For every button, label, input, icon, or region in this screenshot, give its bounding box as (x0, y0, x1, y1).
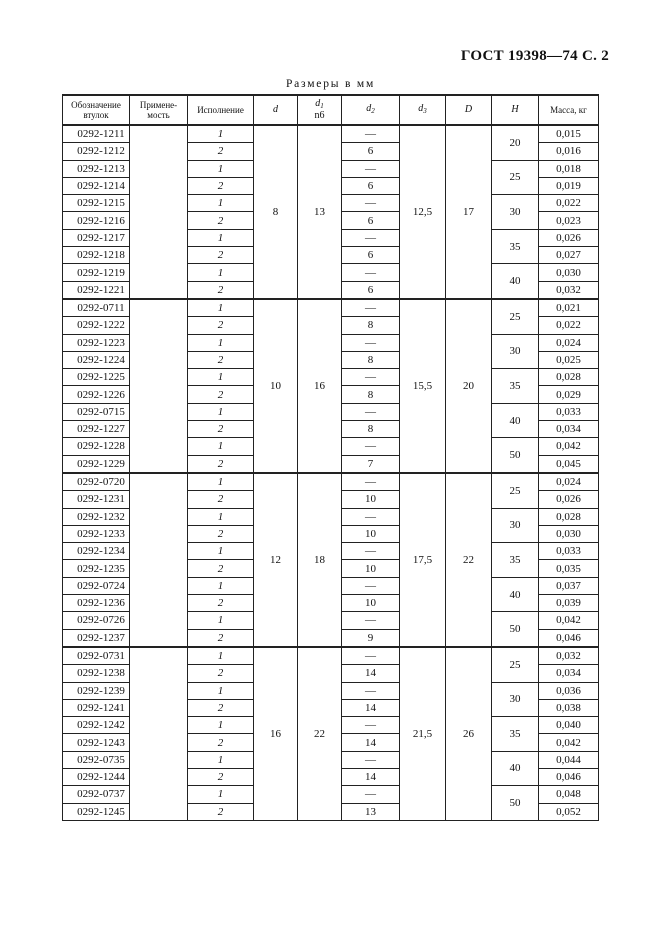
applicability-cell (130, 299, 188, 473)
mass-cell: 0,042 (539, 438, 599, 455)
table-row (63, 125, 599, 143)
page-header: ГОСТ 19398—74 С. 2 (460, 48, 609, 64)
H-cell: 30 (492, 682, 539, 717)
d2-cell: 10 (342, 560, 400, 577)
d-cell: 16 (254, 647, 298, 820)
d2-cell: 10 (342, 491, 400, 508)
designation-cell: 0292-1214 (63, 177, 130, 194)
mass-cell: 0,033 (539, 403, 599, 420)
version-cell: 2 (188, 455, 254, 473)
d2-cell: — (342, 195, 400, 212)
d2-cell: 8 (342, 421, 400, 438)
mass-cell: 0,025 (539, 351, 599, 368)
mass-cell: 0,023 (539, 212, 599, 229)
mass-cell: 0,026 (539, 229, 599, 246)
version-cell: 1 (188, 508, 254, 525)
mass-cell: 0,030 (539, 264, 599, 281)
mass-cell: 0,027 (539, 247, 599, 264)
designation-cell: 0292-1217 (63, 229, 130, 246)
H-cell: 50 (492, 612, 539, 647)
H-cell: 30 (492, 195, 539, 230)
version-cell: 1 (188, 438, 254, 455)
applicability-cell (130, 125, 188, 299)
header-d1-tolerance: n6 (314, 110, 325, 121)
version-cell: 2 (188, 421, 254, 438)
designation-cell: 0292-1229 (63, 455, 130, 473)
H-cell: 25 (492, 299, 539, 334)
version-cell: 2 (188, 525, 254, 542)
d2-cell: — (342, 438, 400, 455)
version-cell: 2 (188, 212, 254, 229)
mass-cell: 0,018 (539, 160, 599, 177)
applicability-cell (130, 647, 188, 820)
header-H: H (492, 95, 539, 125)
version-cell: 1 (188, 299, 254, 317)
designation-cell: 0292-0726 (63, 612, 130, 629)
d2-cell: 6 (342, 281, 400, 299)
designation-cell: 0292-1235 (63, 560, 130, 577)
header-d2-label: d (366, 103, 372, 114)
mass-cell: 0,046 (539, 629, 599, 647)
table-row (63, 647, 599, 665)
mass-cell: 0,044 (539, 751, 599, 768)
header-D: D (446, 95, 492, 125)
mass-cell: 0,033 (539, 543, 599, 560)
version-cell: 2 (188, 803, 254, 820)
d-cell: 10 (254, 299, 298, 473)
mass-cell: 0,042 (539, 734, 599, 751)
designation-cell: 0292-0720 (63, 473, 130, 491)
version-cell: 1 (188, 543, 254, 560)
d2-cell: — (342, 334, 400, 351)
D-cell: 20 (446, 299, 492, 473)
H-cell: 40 (492, 264, 539, 299)
applicability-cell (130, 473, 188, 647)
version-cell: 2 (188, 281, 254, 299)
d1-cell: 18 (298, 473, 342, 647)
version-cell: 2 (188, 595, 254, 612)
H-cell: 40 (492, 403, 539, 438)
version-cell: 1 (188, 334, 254, 351)
version-cell: 1 (188, 682, 254, 699)
version-cell: 1 (188, 264, 254, 281)
designation-cell: 0292-0715 (63, 403, 130, 420)
d2-cell: — (342, 369, 400, 386)
header-designation: Обозначение втулок (63, 95, 130, 125)
header-d1-sub: 1 (320, 102, 324, 110)
d2-cell: 10 (342, 525, 400, 542)
d2-cell: 14 (342, 768, 400, 785)
header-d1-label: d (315, 98, 321, 109)
designation-cell: 0292-0711 (63, 299, 130, 317)
D-cell: 26 (446, 647, 492, 820)
mass-cell: 0,019 (539, 177, 599, 194)
d2-cell: 8 (342, 386, 400, 403)
mass-cell: 0,034 (539, 421, 599, 438)
designation-cell: 0292-1218 (63, 247, 130, 264)
mass-cell: 0,042 (539, 612, 599, 629)
d3-cell: 17,5 (400, 473, 446, 647)
d1-cell: 16 (298, 299, 342, 473)
designation-cell: 0292-1242 (63, 717, 130, 734)
header-d (254, 95, 298, 125)
d2-cell: 6 (342, 177, 400, 194)
header-applicability: Примене-мость (130, 95, 188, 125)
H-cell: 35 (492, 229, 539, 264)
mass-cell: 0,038 (539, 699, 599, 716)
designation-cell: 0292-1219 (63, 264, 130, 281)
header-d-label: d (273, 104, 278, 115)
designation-cell: 0292-1226 (63, 386, 130, 403)
H-cell: 50 (492, 438, 539, 473)
mass-cell: 0,048 (539, 786, 599, 803)
d2-cell: — (342, 299, 400, 317)
H-cell: 25 (492, 473, 539, 508)
version-cell: 1 (188, 647, 254, 665)
version-cell: 2 (188, 560, 254, 577)
d2-cell: 6 (342, 143, 400, 160)
d1-cell: 13 (298, 125, 342, 299)
header-mass: Масса, кг (539, 95, 599, 125)
mass-cell: 0,024 (539, 473, 599, 491)
mass-cell: 0,034 (539, 665, 599, 682)
d2-cell: — (342, 751, 400, 768)
designation-cell: 0292-1212 (63, 143, 130, 160)
d2-cell: 14 (342, 734, 400, 751)
designation-cell: 0292-1234 (63, 543, 130, 560)
d2-cell: — (342, 612, 400, 629)
d2-cell: — (342, 577, 400, 594)
designation-cell: 0292-1236 (63, 595, 130, 612)
table-caption: Размеры в мм (285, 78, 376, 90)
d2-cell: — (342, 682, 400, 699)
H-cell: 35 (492, 543, 539, 578)
d2-cell: — (342, 786, 400, 803)
version-cell: 1 (188, 195, 254, 212)
H-cell: 20 (492, 125, 539, 160)
version-cell: 2 (188, 491, 254, 508)
version-cell: 2 (188, 629, 254, 647)
version-cell: 2 (188, 247, 254, 264)
d-cell: 8 (254, 125, 298, 299)
version-cell: 2 (188, 177, 254, 194)
version-cell: 1 (188, 369, 254, 386)
d2-cell: 9 (342, 629, 400, 647)
designation-cell: 0292-0731 (63, 647, 130, 665)
d2-cell: — (342, 647, 400, 665)
version-cell: 1 (188, 403, 254, 420)
header-d3 (400, 95, 446, 125)
designation-cell: 0292-1241 (63, 699, 130, 716)
mass-cell: 0,039 (539, 595, 599, 612)
designation-cell: 0292-1231 (63, 491, 130, 508)
mass-cell: 0,028 (539, 369, 599, 386)
mass-cell: 0,021 (539, 299, 599, 317)
table-row (63, 299, 599, 317)
version-cell: 2 (188, 351, 254, 368)
version-cell: 2 (188, 734, 254, 751)
designation-cell: 0292-1221 (63, 281, 130, 299)
designation-cell: 0292-1224 (63, 351, 130, 368)
mass-cell: 0,036 (539, 682, 599, 699)
mass-cell: 0,028 (539, 508, 599, 525)
d2-cell: — (342, 264, 400, 281)
version-cell: 1 (188, 612, 254, 629)
designation-cell: 0292-0724 (63, 577, 130, 594)
version-cell: 1 (188, 717, 254, 734)
H-cell: 30 (492, 508, 539, 543)
dimensions-table (62, 94, 599, 821)
H-cell: 25 (492, 647, 539, 682)
d2-cell: 13 (342, 803, 400, 820)
version-cell: 2 (188, 317, 254, 334)
mass-cell: 0,026 (539, 491, 599, 508)
version-cell: 1 (188, 473, 254, 491)
version-cell: 1 (188, 229, 254, 246)
mass-cell: 0,035 (539, 560, 599, 577)
designation-cell: 0292-1243 (63, 734, 130, 751)
H-cell: 30 (492, 334, 539, 369)
header-d2 (342, 95, 400, 125)
header-d3-label: d (418, 103, 424, 114)
d2-cell: 7 (342, 455, 400, 473)
designation-cell: 0292-1245 (63, 803, 130, 820)
d2-cell: — (342, 160, 400, 177)
d3-cell: 15,5 (400, 299, 446, 473)
mass-cell: 0,029 (539, 386, 599, 403)
designation-cell: 0292-1215 (63, 195, 130, 212)
d2-cell: — (342, 125, 400, 143)
d3-cell: 21,5 (400, 647, 446, 820)
H-cell: 25 (492, 160, 539, 195)
designation-cell: 0292-1223 (63, 334, 130, 351)
designation-cell: 0292-1232 (63, 508, 130, 525)
d2-cell: 6 (342, 247, 400, 264)
d-cell: 12 (254, 473, 298, 647)
designation-cell: 0292-1211 (63, 125, 130, 143)
designation-cell: 0292-1227 (63, 421, 130, 438)
mass-cell: 0,045 (539, 455, 599, 473)
header-d2-sub: 2 (371, 107, 375, 115)
mass-cell: 0,024 (539, 334, 599, 351)
mass-cell: 0,015 (539, 125, 599, 143)
d2-cell: 6 (342, 212, 400, 229)
d2-cell: — (342, 717, 400, 734)
table-row (63, 473, 599, 491)
designation-cell: 0292-1225 (63, 369, 130, 386)
mass-cell: 0,016 (539, 143, 599, 160)
version-cell: 1 (188, 577, 254, 594)
version-cell: 2 (188, 699, 254, 716)
d2-cell: 8 (342, 351, 400, 368)
d2-cell: 14 (342, 665, 400, 682)
version-cell: 1 (188, 125, 254, 143)
mass-cell: 0,022 (539, 195, 599, 212)
d2-cell: — (342, 543, 400, 560)
mass-cell: 0,030 (539, 525, 599, 542)
designation-cell: 0292-1216 (63, 212, 130, 229)
version-cell: 1 (188, 160, 254, 177)
d2-cell: — (342, 229, 400, 246)
designation-cell: 0292-1239 (63, 682, 130, 699)
designation-cell: 0292-1213 (63, 160, 130, 177)
d3-cell: 12,5 (400, 125, 446, 299)
version-cell: 2 (188, 665, 254, 682)
H-cell: 40 (492, 751, 539, 786)
d2-cell: — (342, 473, 400, 491)
designation-cell: 0292-1238 (63, 665, 130, 682)
H-cell: 40 (492, 577, 539, 612)
designation-cell: 0292-0735 (63, 751, 130, 768)
header-version: Исполнение (188, 95, 254, 125)
designation-cell: 0292-0737 (63, 786, 130, 803)
mass-cell: 0,046 (539, 768, 599, 785)
version-cell: 2 (188, 386, 254, 403)
designation-cell: 0292-1237 (63, 629, 130, 647)
mass-cell: 0,032 (539, 281, 599, 299)
designation-cell: 0292-1244 (63, 768, 130, 785)
d2-cell: — (342, 403, 400, 420)
header-d1 (298, 95, 342, 125)
mass-cell: 0,022 (539, 317, 599, 334)
version-cell: 2 (188, 768, 254, 785)
version-cell: 1 (188, 786, 254, 803)
d2-cell: 8 (342, 317, 400, 334)
H-cell: 35 (492, 369, 539, 404)
H-cell: 50 (492, 786, 539, 821)
header-d3-sub: 3 (423, 107, 427, 115)
d2-cell: 10 (342, 595, 400, 612)
mass-cell: 0,040 (539, 717, 599, 734)
designation-cell: 0292-1222 (63, 317, 130, 334)
d2-cell: 14 (342, 699, 400, 716)
d2-cell: — (342, 508, 400, 525)
d1-cell: 22 (298, 647, 342, 820)
mass-cell: 0,032 (539, 647, 599, 665)
D-cell: 22 (446, 473, 492, 647)
H-cell: 35 (492, 717, 539, 752)
mass-cell: 0,037 (539, 577, 599, 594)
version-cell: 1 (188, 751, 254, 768)
mass-cell: 0,052 (539, 803, 599, 820)
D-cell: 17 (446, 125, 492, 299)
header-row (63, 95, 599, 125)
designation-cell: 0292-1233 (63, 525, 130, 542)
designation-cell: 0292-1228 (63, 438, 130, 455)
version-cell: 2 (188, 143, 254, 160)
